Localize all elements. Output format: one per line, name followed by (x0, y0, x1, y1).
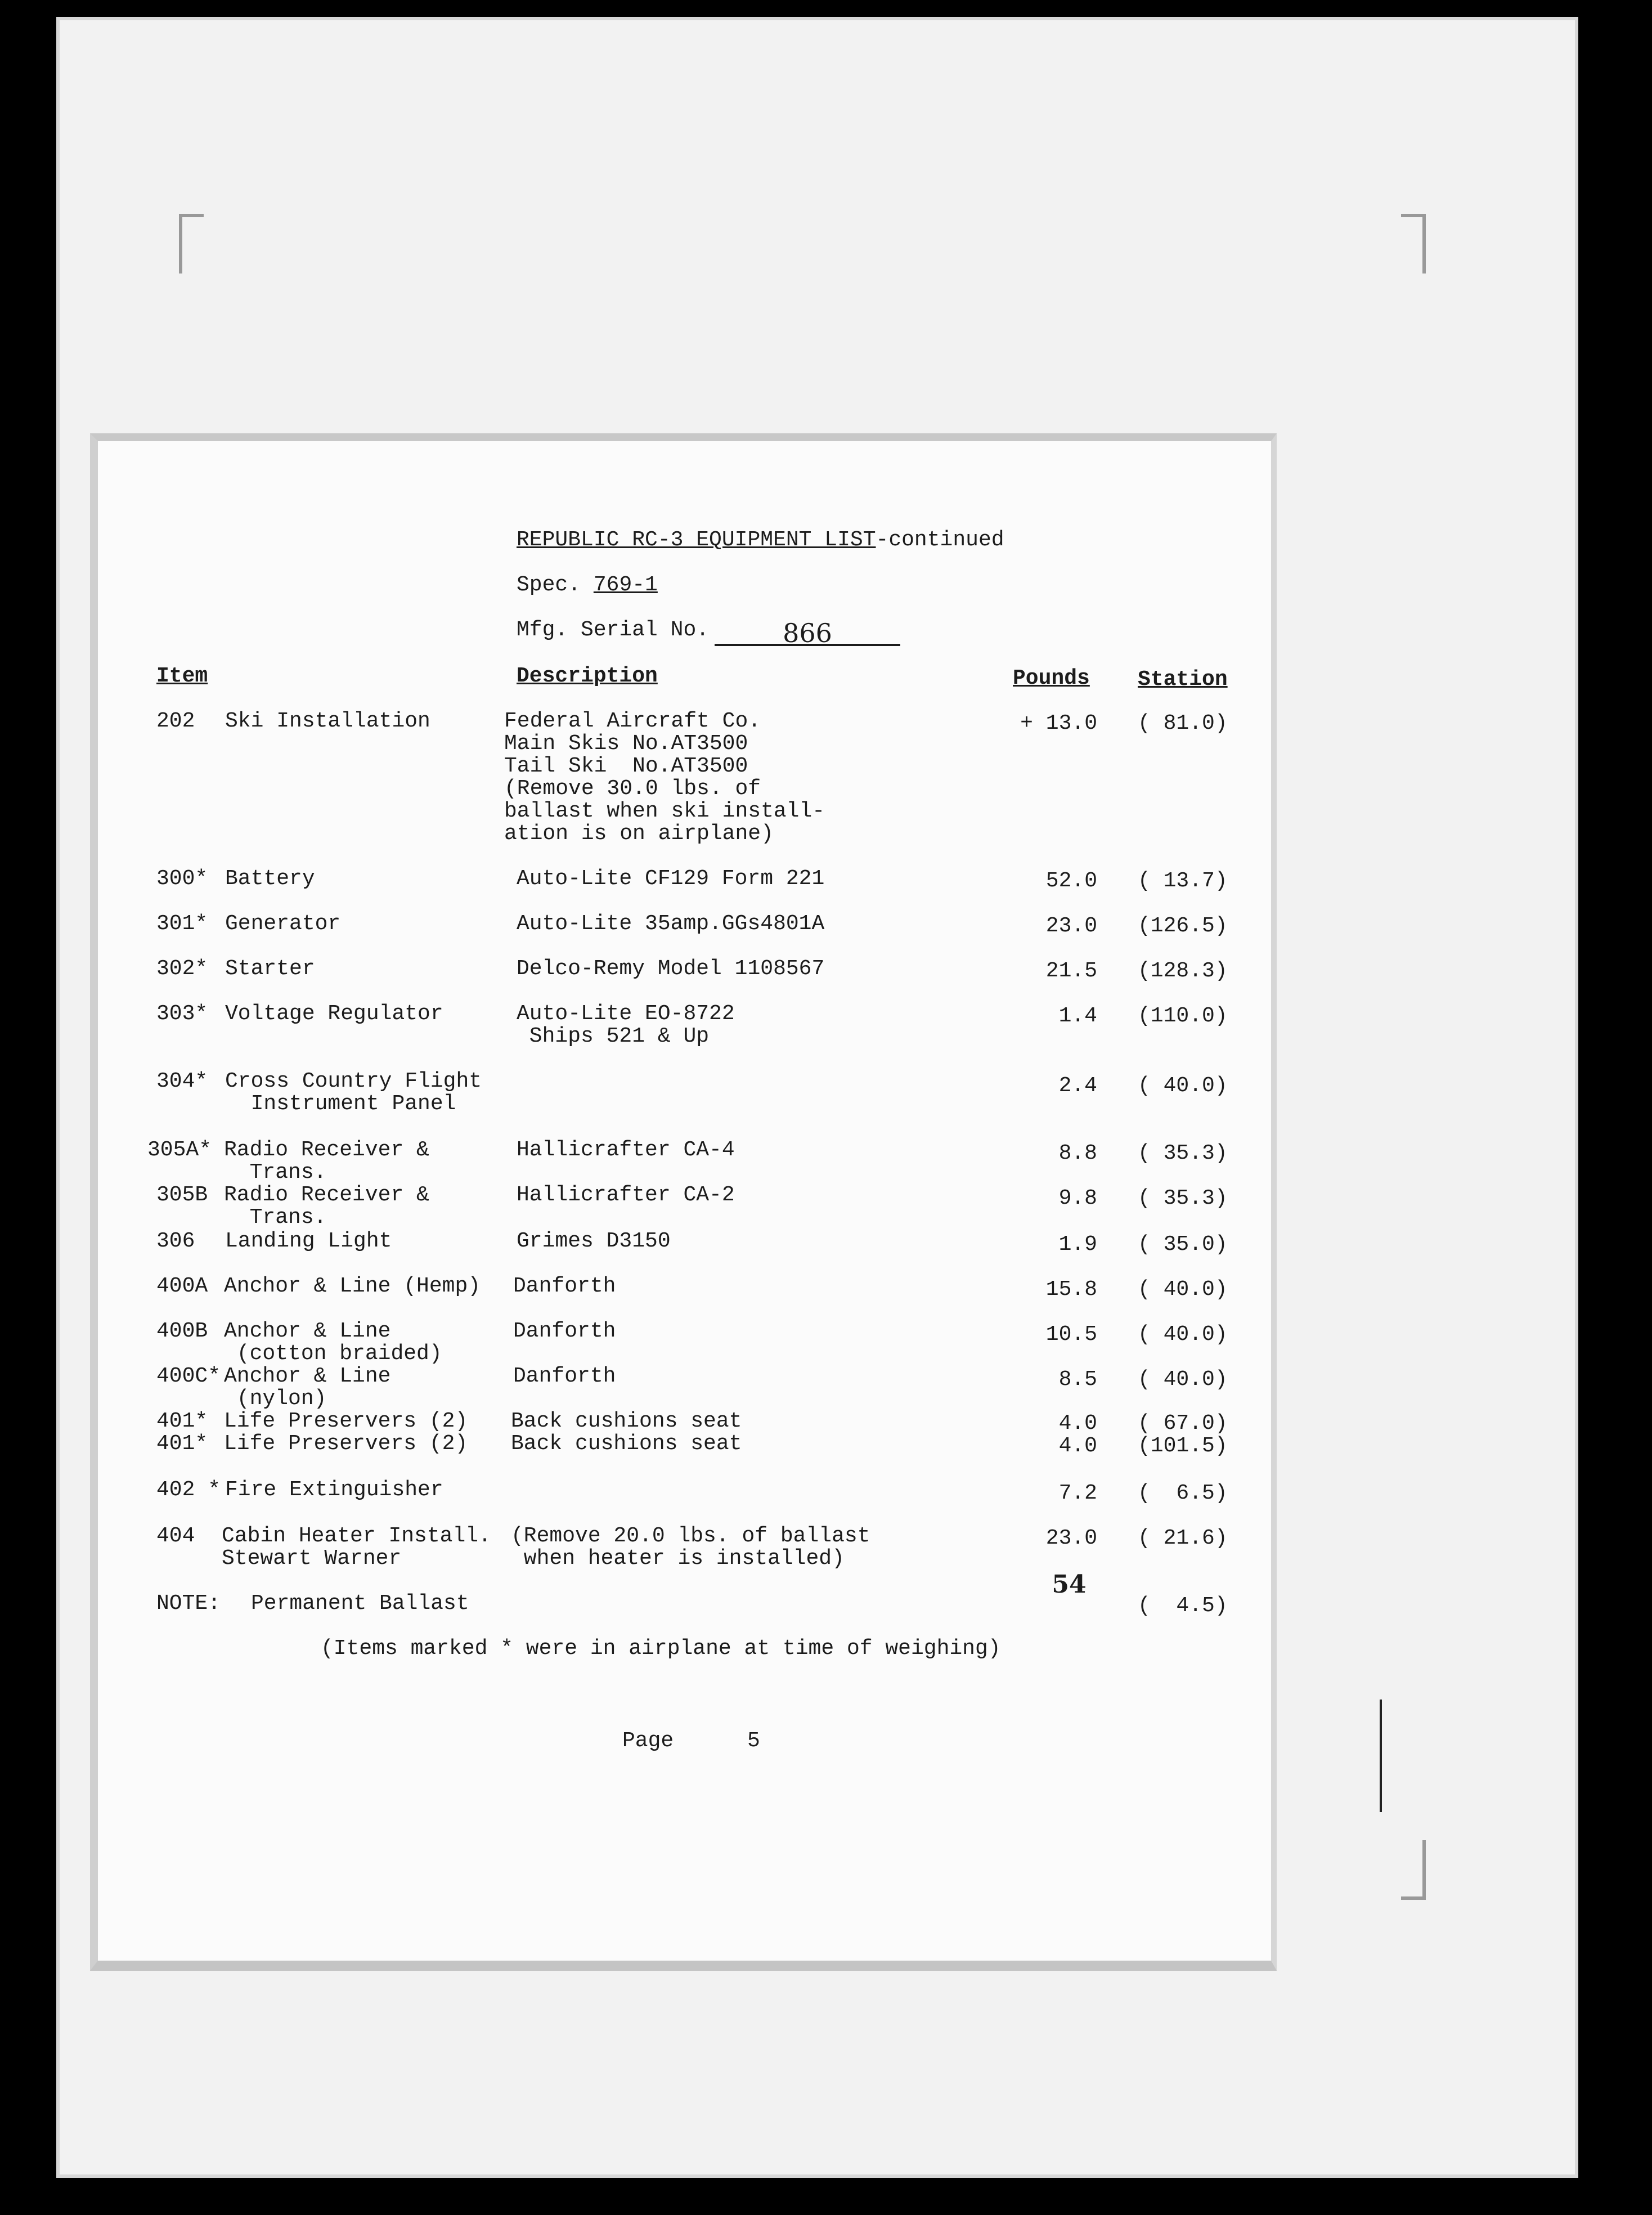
item-description: Auto-Lite EO-8722 Ships 521 & Up (517, 1002, 735, 1048)
item-station: ( 40.0) (1138, 1074, 1228, 1098)
item-number: 401* (156, 1432, 208, 1456)
item-description: (Remove 20.0 lbs. of ballast when heater is installed) (511, 1524, 870, 1571)
item-station: ( 81.0) (1138, 711, 1228, 736)
item-pounds: 8.8 (1058, 1141, 1097, 1165)
item-pounds: 23.0 (1045, 1526, 1097, 1550)
note-station: ( 4.5) (1138, 1594, 1228, 1618)
item-station: ( 35.0) (1138, 1232, 1228, 1257)
spec-line: Spec. 769-1 (517, 573, 658, 597)
item-pounds: + 13.0 (1020, 711, 1097, 736)
item-station: (126.5) (1138, 914, 1228, 938)
item-number: 400C* (156, 1364, 221, 1388)
item-name: Life Preservers (2) (224, 1432, 468, 1456)
item-number: 400B (156, 1319, 208, 1343)
margin-line (1380, 1700, 1382, 1812)
item-station: ( 40.0) (1138, 1367, 1228, 1392)
item-station: ( 35.3) (1138, 1141, 1228, 1165)
footnote: (Items marked * were in airplane at time of weighing) (321, 1636, 1001, 1661)
item-name: Fire Extinguisher (225, 1478, 443, 1502)
item-description: Auto-Lite CF129 Form 221 (517, 867, 825, 891)
item-number: 302* (156, 957, 208, 981)
item-name: Landing Light (225, 1229, 392, 1253)
item-description: Federal Aircraft Co. Main Skis No.AT3500 Tail Ski No.AT3500 (Remove 30.0 lbs. of ballast when ski install- ation is on airplane) (504, 709, 825, 846)
item-name: Cabin Heater Install. Stewart Warner (222, 1524, 491, 1571)
item-number: 305A* (147, 1138, 212, 1162)
item-description: Back cushions seat (511, 1432, 742, 1456)
item-name: Anchor & Line (nylon) (224, 1364, 391, 1411)
item-number: 304* (156, 1069, 208, 1093)
item-number: 305B (156, 1183, 208, 1207)
item-description: Back cushions seat (511, 1409, 742, 1433)
item-description: Danforth (513, 1274, 616, 1298)
item-description: Auto-Lite 35amp.GGs4801A (517, 912, 825, 936)
item-pounds: 4.0 (1058, 1411, 1097, 1436)
item-number: 202 (156, 709, 195, 733)
handwritten-ballast-weight: 54 (1052, 1570, 1087, 1599)
item-pounds: 10.5 (1045, 1322, 1097, 1347)
item-pounds: 2.4 (1058, 1074, 1097, 1098)
item-station: (128.3) (1138, 959, 1228, 983)
crop-mark-top-left (179, 214, 204, 273)
item-station: (101.5) (1138, 1434, 1228, 1458)
item-pounds: 9.8 (1058, 1186, 1097, 1210)
item-number: 303* (156, 1002, 208, 1026)
item-name: Anchor & Line (cotton braided) (224, 1319, 442, 1366)
item-number: 306 (156, 1229, 195, 1253)
item-station: ( 40.0) (1138, 1322, 1228, 1347)
item-pounds: 4.0 (1058, 1434, 1097, 1458)
serial-underline (715, 644, 900, 646)
document-title: REPUBLIC RC-3 EQUIPMENT LIST-continued (517, 528, 1004, 552)
item-name: Radio Receiver & Trans. (224, 1183, 429, 1230)
item-name: Radio Receiver & Trans. (224, 1138, 429, 1185)
item-pounds: 1.4 (1058, 1004, 1097, 1028)
item-name: Voltage Regulator (225, 1002, 443, 1026)
item-number: 402 * (156, 1478, 221, 1502)
crop-mark-top-right (1401, 214, 1426, 273)
item-pounds: 52.0 (1045, 869, 1097, 893)
serial-label: Mfg. Serial No. (517, 618, 710, 642)
item-number: 301* (156, 912, 208, 936)
item-name: Cross Country Flight Instrument Panel (225, 1069, 482, 1116)
item-description: Danforth (513, 1319, 616, 1343)
header-pounds: Pounds (1013, 666, 1090, 690)
item-number: 404 (156, 1524, 195, 1548)
item-station: ( 13.7) (1138, 869, 1228, 893)
item-station: ( 6.5) (1138, 1481, 1228, 1505)
item-name: Ski Installation (225, 709, 430, 733)
item-pounds: 8.5 (1058, 1367, 1097, 1392)
note-label: NOTE: (156, 1591, 221, 1616)
item-station: ( 40.0) (1138, 1277, 1228, 1302)
item-name: Starter (225, 957, 315, 981)
item-name: Anchor & Line (Hemp) (224, 1274, 481, 1298)
item-description: Grimes D3150 (517, 1229, 671, 1253)
item-station: ( 21.6) (1138, 1526, 1228, 1550)
item-name: Battery (225, 867, 315, 891)
serial-number: 866 (783, 618, 832, 648)
header-station: Station (1138, 667, 1228, 692)
header-description: Description (517, 664, 658, 688)
item-station: (110.0) (1138, 1004, 1228, 1028)
item-description: Delco-Remy Model 1108567 (517, 957, 825, 981)
item-pounds: 15.8 (1045, 1277, 1097, 1302)
item-pounds: 21.5 (1045, 959, 1097, 983)
item-pounds: 7.2 (1058, 1481, 1097, 1505)
header-item: Item (156, 664, 208, 688)
item-station: ( 35.3) (1138, 1186, 1228, 1210)
item-station: ( 67.0) (1138, 1411, 1228, 1436)
note-text: Permanent Ballast (251, 1591, 469, 1616)
page-label: Page (622, 1729, 674, 1753)
item-description: Danforth (513, 1364, 616, 1388)
item-name: Life Preservers (2) (224, 1409, 468, 1433)
item-pounds: 1.9 (1058, 1232, 1097, 1257)
item-name: Generator (225, 912, 341, 936)
item-description: Hallicrafter CA-2 (517, 1183, 735, 1207)
item-number: 300* (156, 867, 208, 891)
item-number: 401* (156, 1409, 208, 1433)
crop-mark-bottom-right (1401, 1840, 1426, 1900)
item-pounds: 23.0 (1045, 914, 1097, 938)
page-number: 5 (747, 1729, 760, 1753)
item-number: 400A (156, 1274, 208, 1298)
item-description: Hallicrafter CA-4 (517, 1138, 735, 1162)
